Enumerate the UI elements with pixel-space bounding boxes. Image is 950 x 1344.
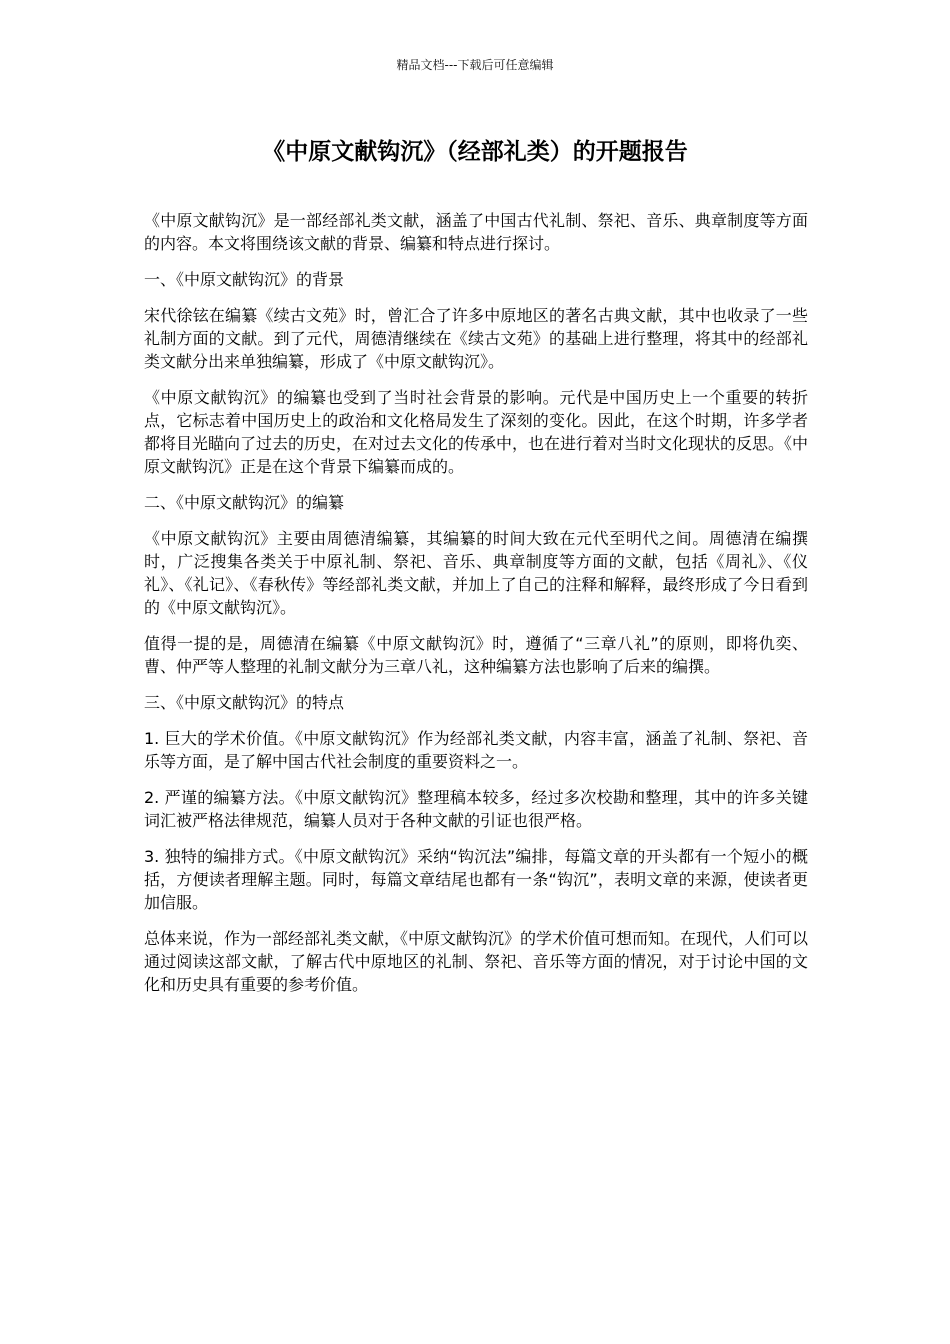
- feature-item-1: 1. 巨大的学术价值。《中原文献钩沉》作为经部礼类文献，内容丰富，涵盖了礼制、祭祀、音乐等方面，是了解中国古代社会制度的重要资料之一。: [144, 729, 808, 771]
- header-note: 精品文档---下载后可任意编辑: [396, 58, 554, 72]
- compilation-paragraph-1: 《中原文献钩沉》主要由周德清编纂，其编纂的时间大致在元代至明代之间。周德清在编撰时，广泛搜集各类关于中原礼制、祭祀、音乐、典章制度等方面的文献，包括《周礼》、《仪礼》、《礼记》、《春秋传》等经部礼类文献，并加上了自己的注释和解释，最终形成了今日看到的《中原文献钩沉》。: [144, 529, 808, 617]
- background-paragraph-1: 宋代徐铉在编纂《续古文苑》时，曾汇合了许多中原地区的著名古典文献，其中也收录了一些礼制方面的文献。到了元代，周德清继续在《续古文苑》的基础上进行整理，将其中的经部礼类文献分出来单独编纂，形成了《中原文献钩沉》。: [144, 306, 808, 371]
- document-body: [144, 209, 808, 1009]
- intro-paragraph: 《中原文献钩沉》是一部经部礼类文献，涵盖了中国古代礼制、祭祀、音乐、典章制度等方面的内容。本文将围绕该文献的背景、编纂和特点进行探讨。: [144, 211, 808, 253]
- compilation-paragraph-2: 值得一提的是，周德清在编纂《中原文献钩沉》时，遵循了“三章八礼”的原则，即将仇奕、曹、仲严等人整理的礼制文献分为三章八礼，这种编纂方法也影响了后来的编撰。: [144, 634, 808, 676]
- section-heading-compilation: 二、《中原文献钩沉》的编纂: [144, 493, 345, 512]
- feature-item-2: 2. 严谨的编纂方法。《中原文献钩沉》整理稿本较多，经过多次校勘和整理，其中的许多关键词汇被严格法律规范，编纂人员对于各种文献的引证也很严格。: [144, 788, 808, 830]
- section-heading-background: 一、《中原文献钩沉》的背景: [144, 270, 345, 289]
- section-heading-features: 三、《中原文献钩沉》的特点: [144, 693, 345, 712]
- document-title: 《中原文献钩沉》（经部礼类）的开题报告: [262, 139, 688, 165]
- feature-item-3: 3. 独特的编排方式。《中原文献钩沉》采纳“钩沉法”编排，每篇文章的开头都有一个短小的概括，方便读者理解主题。同时，每篇文章结尾也都有一条“钩沉”，表明文章的来源，使读者更加信服。: [144, 847, 808, 912]
- background-paragraph-2: 《中原文献钩沉》的编纂也受到了当时社会背景的影响。元代是中国历史上一个重要的转折点，它标志着中国历史上的政治和文化格局发生了深刻的变化。因此，在这个时期，许多学者都将目光瞄向了过去的历史，在对过去文化的传承中，也在进行着对当时文化现状的反思。《中原文献钩沉》正是在这个背景下编纂而成的。: [144, 388, 809, 476]
- conclusion-paragraph: 总体来说，作为一部经部礼类文献，《中原文献钩沉》的学术价值可想而知。在现代，人们可以通过阅读这部文献，了解古代中原地区的礼制、祭祀、音乐等方面的情况，对于讨论中国的文化和历史具有重要的参考价值。: [144, 929, 809, 994]
